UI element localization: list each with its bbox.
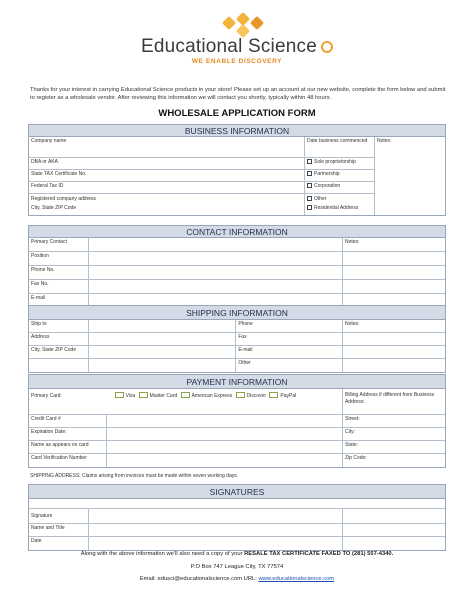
fax-label: Fax No. [29, 280, 89, 293]
primary-card-label: Primary Card: [31, 393, 62, 399]
position-label: Position [29, 252, 89, 265]
amex-checkbox[interactable] [181, 392, 190, 398]
billing-zip-field[interactable]: Zip Code: [345, 455, 367, 461]
primary-contact-input[interactable] [89, 238, 342, 251]
email-label: E-mail [29, 294, 89, 308]
footer-tax-fax: RESALE TAX CERTIFICATE FAXED TO (281) 557-4340. [244, 551, 394, 557]
contact-notes-line[interactable] [343, 280, 445, 293]
name-on-card-label: Name as appears on card [29, 441, 107, 453]
amex-label: American Express [191, 393, 233, 399]
corporation-checkbox[interactable] [307, 183, 312, 188]
business-section [28, 124, 446, 216]
footer-address: P.O Box 747 League City, TX 77574 [190, 564, 284, 570]
other-checkbox[interactable] [307, 196, 312, 201]
ship-phone-field[interactable]: Phone [238, 321, 253, 327]
ship-city-input[interactable] [89, 346, 237, 358]
credit-card-input[interactable] [107, 415, 342, 427]
intro-text: Thanks for your interest in carrying Educational Science products in your store! Please set up an account at our new website, complete the form below and submit to register as a wholesale vendor. After reviewing this information we will contact you shortly, typically within 48 hours. [30, 87, 446, 101]
brand-name: Educational Science [141, 36, 317, 57]
sole-checkbox[interactable] [307, 159, 312, 164]
company-address-field[interactable]: Registered company address [31, 196, 97, 202]
shipping-section [28, 305, 446, 373]
residential-label: Residential Address [314, 205, 359, 211]
logo-swirl-icon [321, 41, 333, 53]
paypal-checkbox[interactable] [269, 392, 278, 398]
contact-heading: CONTACT INFORMATION [29, 226, 445, 238]
visa-checkbox[interactable] [115, 392, 124, 398]
ship-to-input[interactable] [89, 320, 237, 332]
name-title-input[interactable] [89, 524, 343, 536]
phone-label: Phone No. [29, 266, 89, 279]
discover-label: Discover [246, 393, 266, 399]
discover-checkbox[interactable] [236, 392, 245, 398]
verification-input[interactable] [107, 454, 342, 467]
date-input[interactable] [89, 537, 343, 550]
signature-input[interactable] [89, 509, 343, 523]
primary-contact-label: Primary Contact [29, 238, 89, 251]
payment-heading: PAYMENT INFORMATION [29, 375, 445, 389]
ship-address-label: Address [29, 333, 89, 345]
billing-city-field[interactable]: City: [345, 429, 355, 435]
footer-tax-note [0, 551, 474, 557]
fax-input[interactable] [89, 280, 342, 293]
dba-field[interactable]: DBA or AKA [31, 159, 58, 165]
date-commenced-field[interactable]: Date business commenced [307, 138, 368, 144]
footer-contact [0, 576, 474, 582]
business-notes-field[interactable] [375, 137, 445, 215]
partnership-label: Partnership [314, 171, 340, 177]
ship-fax-field[interactable]: Fax [238, 334, 247, 340]
signatures-heading: SIGNATURES [29, 485, 445, 499]
other-label: Other [314, 196, 327, 202]
billing-state-field[interactable]: State: [345, 442, 359, 448]
contact-notes-line[interactable] [343, 266, 445, 279]
ship-notes-label: Notes: [345, 321, 360, 327]
contact-section [28, 225, 446, 309]
ship-address-input[interactable] [89, 333, 237, 345]
mastercard-checkbox[interactable] [139, 392, 148, 398]
position-input[interactable] [89, 252, 342, 265]
name-title-label: Name and Title [29, 524, 89, 536]
verification-label: Card Verification Number [29, 454, 107, 467]
business-heading: BUSINESS INFORMATION [29, 125, 445, 137]
ship-notes-line[interactable] [343, 333, 445, 345]
ship-email-field[interactable]: E-mail [238, 347, 253, 353]
form-title: WHOLESALE APPLICATION FORM [158, 108, 316, 119]
residential-checkbox[interactable] [307, 205, 312, 210]
contact-notes-label: Notes: [345, 239, 360, 245]
logo-honeycomb [216, 10, 276, 36]
name-on-card-input[interactable] [107, 441, 342, 453]
mastercard-label: Master Card [149, 393, 178, 399]
date-label: Date [29, 537, 89, 550]
ship-blank-input[interactable] [89, 359, 237, 372]
expiration-label: Expiration Date: [29, 428, 107, 440]
state-tax-field[interactable]: State TAX Certificate No. [31, 171, 87, 177]
logo [0, 36, 474, 65]
federal-tax-field[interactable]: Federal Tax ID [31, 183, 64, 189]
brand-tagline: WE ENABLE DISCOVERY [191, 58, 283, 65]
footer-tax-text: Along with the above information we’ll also need a copy of your [80, 551, 245, 557]
shipping-heading: SHIPPING INFORMATION [29, 306, 445, 320]
contact-notes-line[interactable] [343, 252, 445, 265]
phone-input[interactable] [89, 266, 342, 279]
business-notes-label: Notes: [377, 138, 392, 144]
corporation-label: Corporation [314, 183, 341, 189]
company-name-field[interactable]: Company name [31, 138, 67, 144]
company-city-field[interactable]: City, State ZIP Code [31, 205, 77, 211]
signature-label: Signature [29, 509, 89, 523]
ship-to-label: Ship to [29, 320, 89, 332]
ship-other-field[interactable]: Other [238, 360, 251, 366]
partnership-checkbox[interactable] [307, 171, 312, 176]
credit-card-label: Credit Card # [29, 415, 107, 427]
sole-label: Sole proprietorship [314, 159, 356, 165]
expiration-input[interactable] [107, 428, 342, 440]
ship-blank-label [29, 359, 89, 372]
visa-label: Visa [125, 393, 136, 399]
ship-city-label: City, State ZIP Code [29, 346, 89, 358]
footer-email: Email: edusci@educationalscience.com URL: [139, 576, 259, 582]
ship-notes-line[interactable] [343, 346, 445, 358]
paypal-label: PayPal [280, 393, 297, 399]
shipping-claims-note: SHIPPING ADDRESS: Claims arising from invoices must be made within seven working days. [30, 473, 239, 479]
footer-url-link[interactable]: www.educationalscience.com [258, 576, 335, 582]
signatures-section [28, 484, 446, 551]
ship-notes-line[interactable] [343, 359, 445, 372]
billing-street-field[interactable]: Street: [345, 416, 360, 422]
payment-section [28, 374, 446, 468]
billing-address-label: Billing Address if different from Business Address: [345, 392, 435, 405]
